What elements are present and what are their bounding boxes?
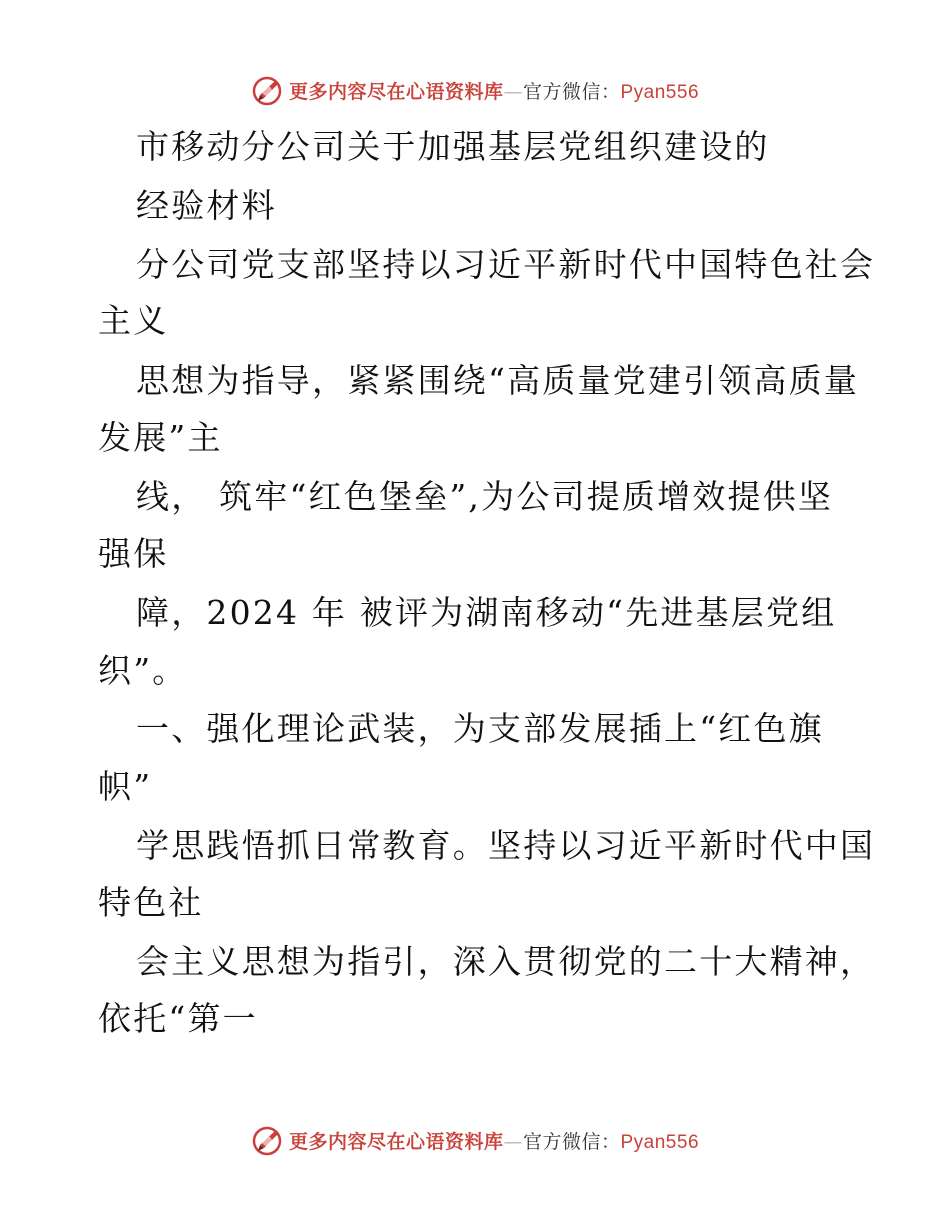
paragraph-line: 分公司党支部坚持以习近平新时代中国特色社会	[136, 245, 876, 284]
watermark-text	[289, 1127, 699, 1154]
section-heading-line: 一、强化理论武装，为支部发展插上“红色旗	[136, 709, 824, 748]
pen-logo-icon	[251, 73, 285, 107]
paragraph-line: 发展”主	[98, 418, 223, 457]
watermark-wx-label: 官方微信：	[522, 1130, 621, 1153]
paragraph-line: 会主义思想为指引，深入贯彻党的二十大精神，	[136, 942, 876, 981]
header-watermark	[0, 70, 950, 110]
watermark-main: 更多内容尽在心语资料库	[288, 1130, 504, 1153]
section-heading-line: 帜”	[98, 767, 153, 806]
paragraph-line: 线， 筑牢“红色堡垒”,为公司提质增效提供坚	[136, 477, 834, 516]
document-title-line-1: 市移动分公司关于加强基层党组织建设的	[136, 127, 770, 166]
watermark-text	[289, 77, 699, 104]
paragraph-line: 强保	[98, 534, 169, 573]
footer-watermark	[0, 1120, 950, 1160]
watermark-main: 更多内容尽在心语资料库	[288, 80, 504, 103]
watermark-wx-id: Pyan556	[620, 1131, 700, 1153]
paragraph-line: 主义	[98, 301, 169, 340]
paragraph-line: 织”。	[98, 651, 188, 690]
watermark-wx-id: Pyan556	[620, 81, 700, 103]
watermark-dash: —	[503, 1130, 523, 1153]
watermark-wx-label: 官方微信：	[522, 80, 621, 103]
paragraph-line: 障，2024 年 被评为湖南移动“先进基层党组	[136, 593, 837, 632]
document-title-line-2: 经验材料	[136, 186, 277, 225]
watermark-dash: —	[503, 80, 523, 103]
paragraph-line: 学思践悟抓日常教育。坚持以习近平新时代中国	[136, 826, 876, 865]
pen-logo-icon	[251, 1123, 285, 1157]
paragraph-line: 依托“第一	[98, 999, 258, 1038]
paragraph-line: 特色社	[98, 883, 204, 922]
paragraph-line: 思想为指导，紧紧围绕“高质量党建引领高质量	[136, 361, 860, 400]
